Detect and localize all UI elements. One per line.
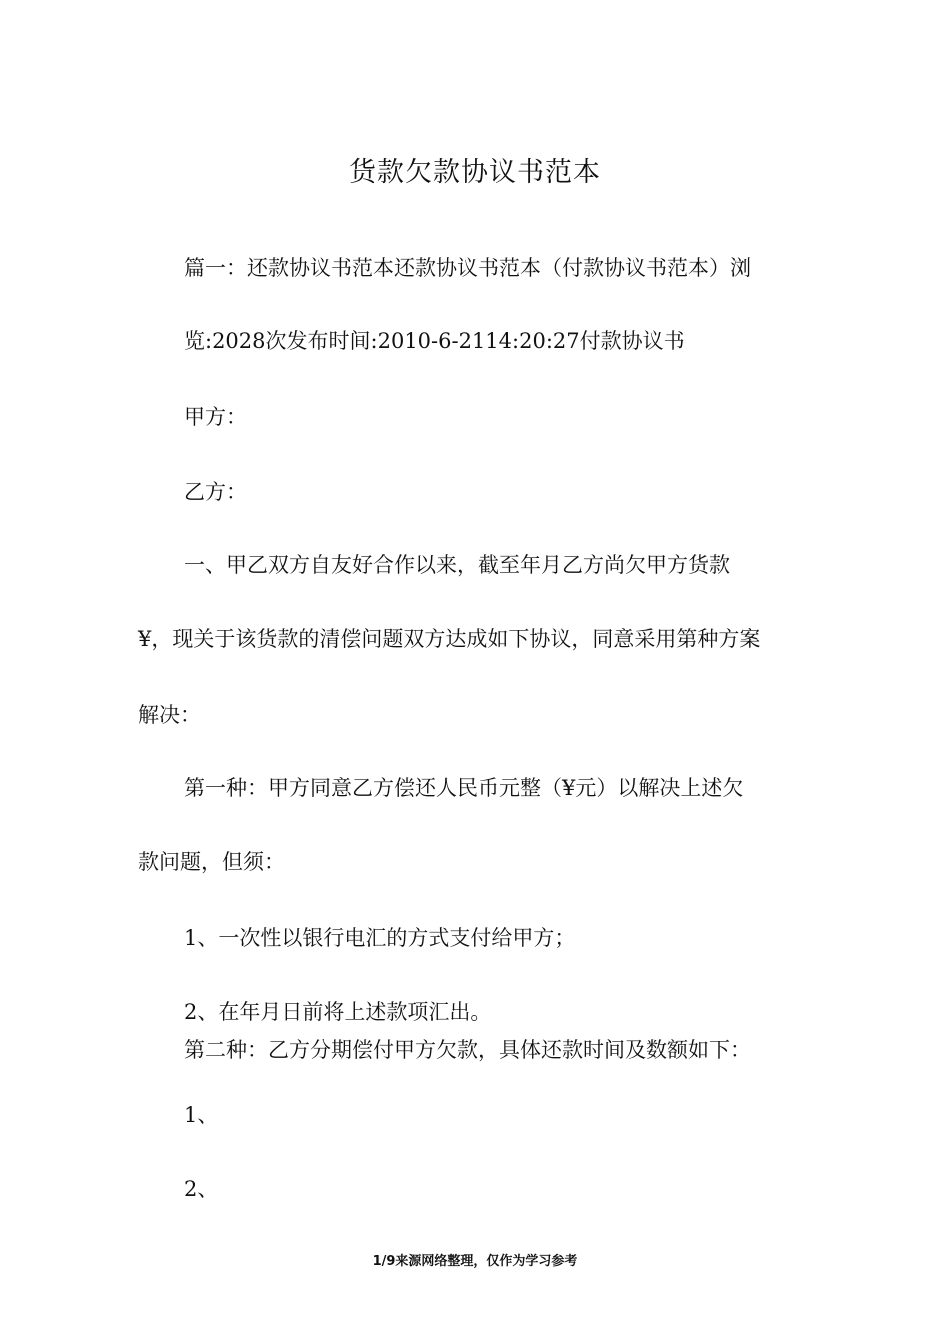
- party-b-line: 乙方：: [184, 480, 247, 504]
- clause-one-line-3: 解决：: [138, 703, 201, 727]
- option-two-line: 第二种：乙方分期偿付甲方欠款，具体还款时间及数额如下：: [184, 1038, 751, 1062]
- paragraph-line-2: 览:2028次发布时间:2010-6-2114:20:27付款协议书: [184, 329, 685, 353]
- option-one-line-2: 款问题，但须：: [138, 850, 285, 874]
- option-one-item-1: 1、一次性以银行电汇的方式支付给甲方；: [184, 926, 576, 950]
- clause-one-line-2: ¥，现关于该货款的清偿问题双方达成如下协议，同意采用第种方案: [138, 627, 761, 651]
- clause-one-line-1: 一、甲乙双方自友好合作以来，截至年月乙方尚欠甲方货款: [184, 553, 730, 577]
- paragraph-line-1: 篇一：还款协议书范本还款协议书范本（付款协议书范本）浏: [184, 256, 751, 280]
- page-footer: 1/9来源网络整理，仅作为学习参考: [372, 1254, 578, 1269]
- document-title: 货款欠款协议书范本: [349, 157, 601, 188]
- party-a-line: 甲方：: [184, 405, 247, 429]
- option-two-item-2: 2、: [184, 1177, 219, 1201]
- option-one-line-1: 第一种：甲方同意乙方偿还人民币元整（¥元）以解决上述欠: [184, 776, 744, 800]
- option-two-item-1: 1、: [184, 1103, 219, 1127]
- option-one-item-2: 2、在年月日前将上述款项汇出。: [184, 1000, 492, 1024]
